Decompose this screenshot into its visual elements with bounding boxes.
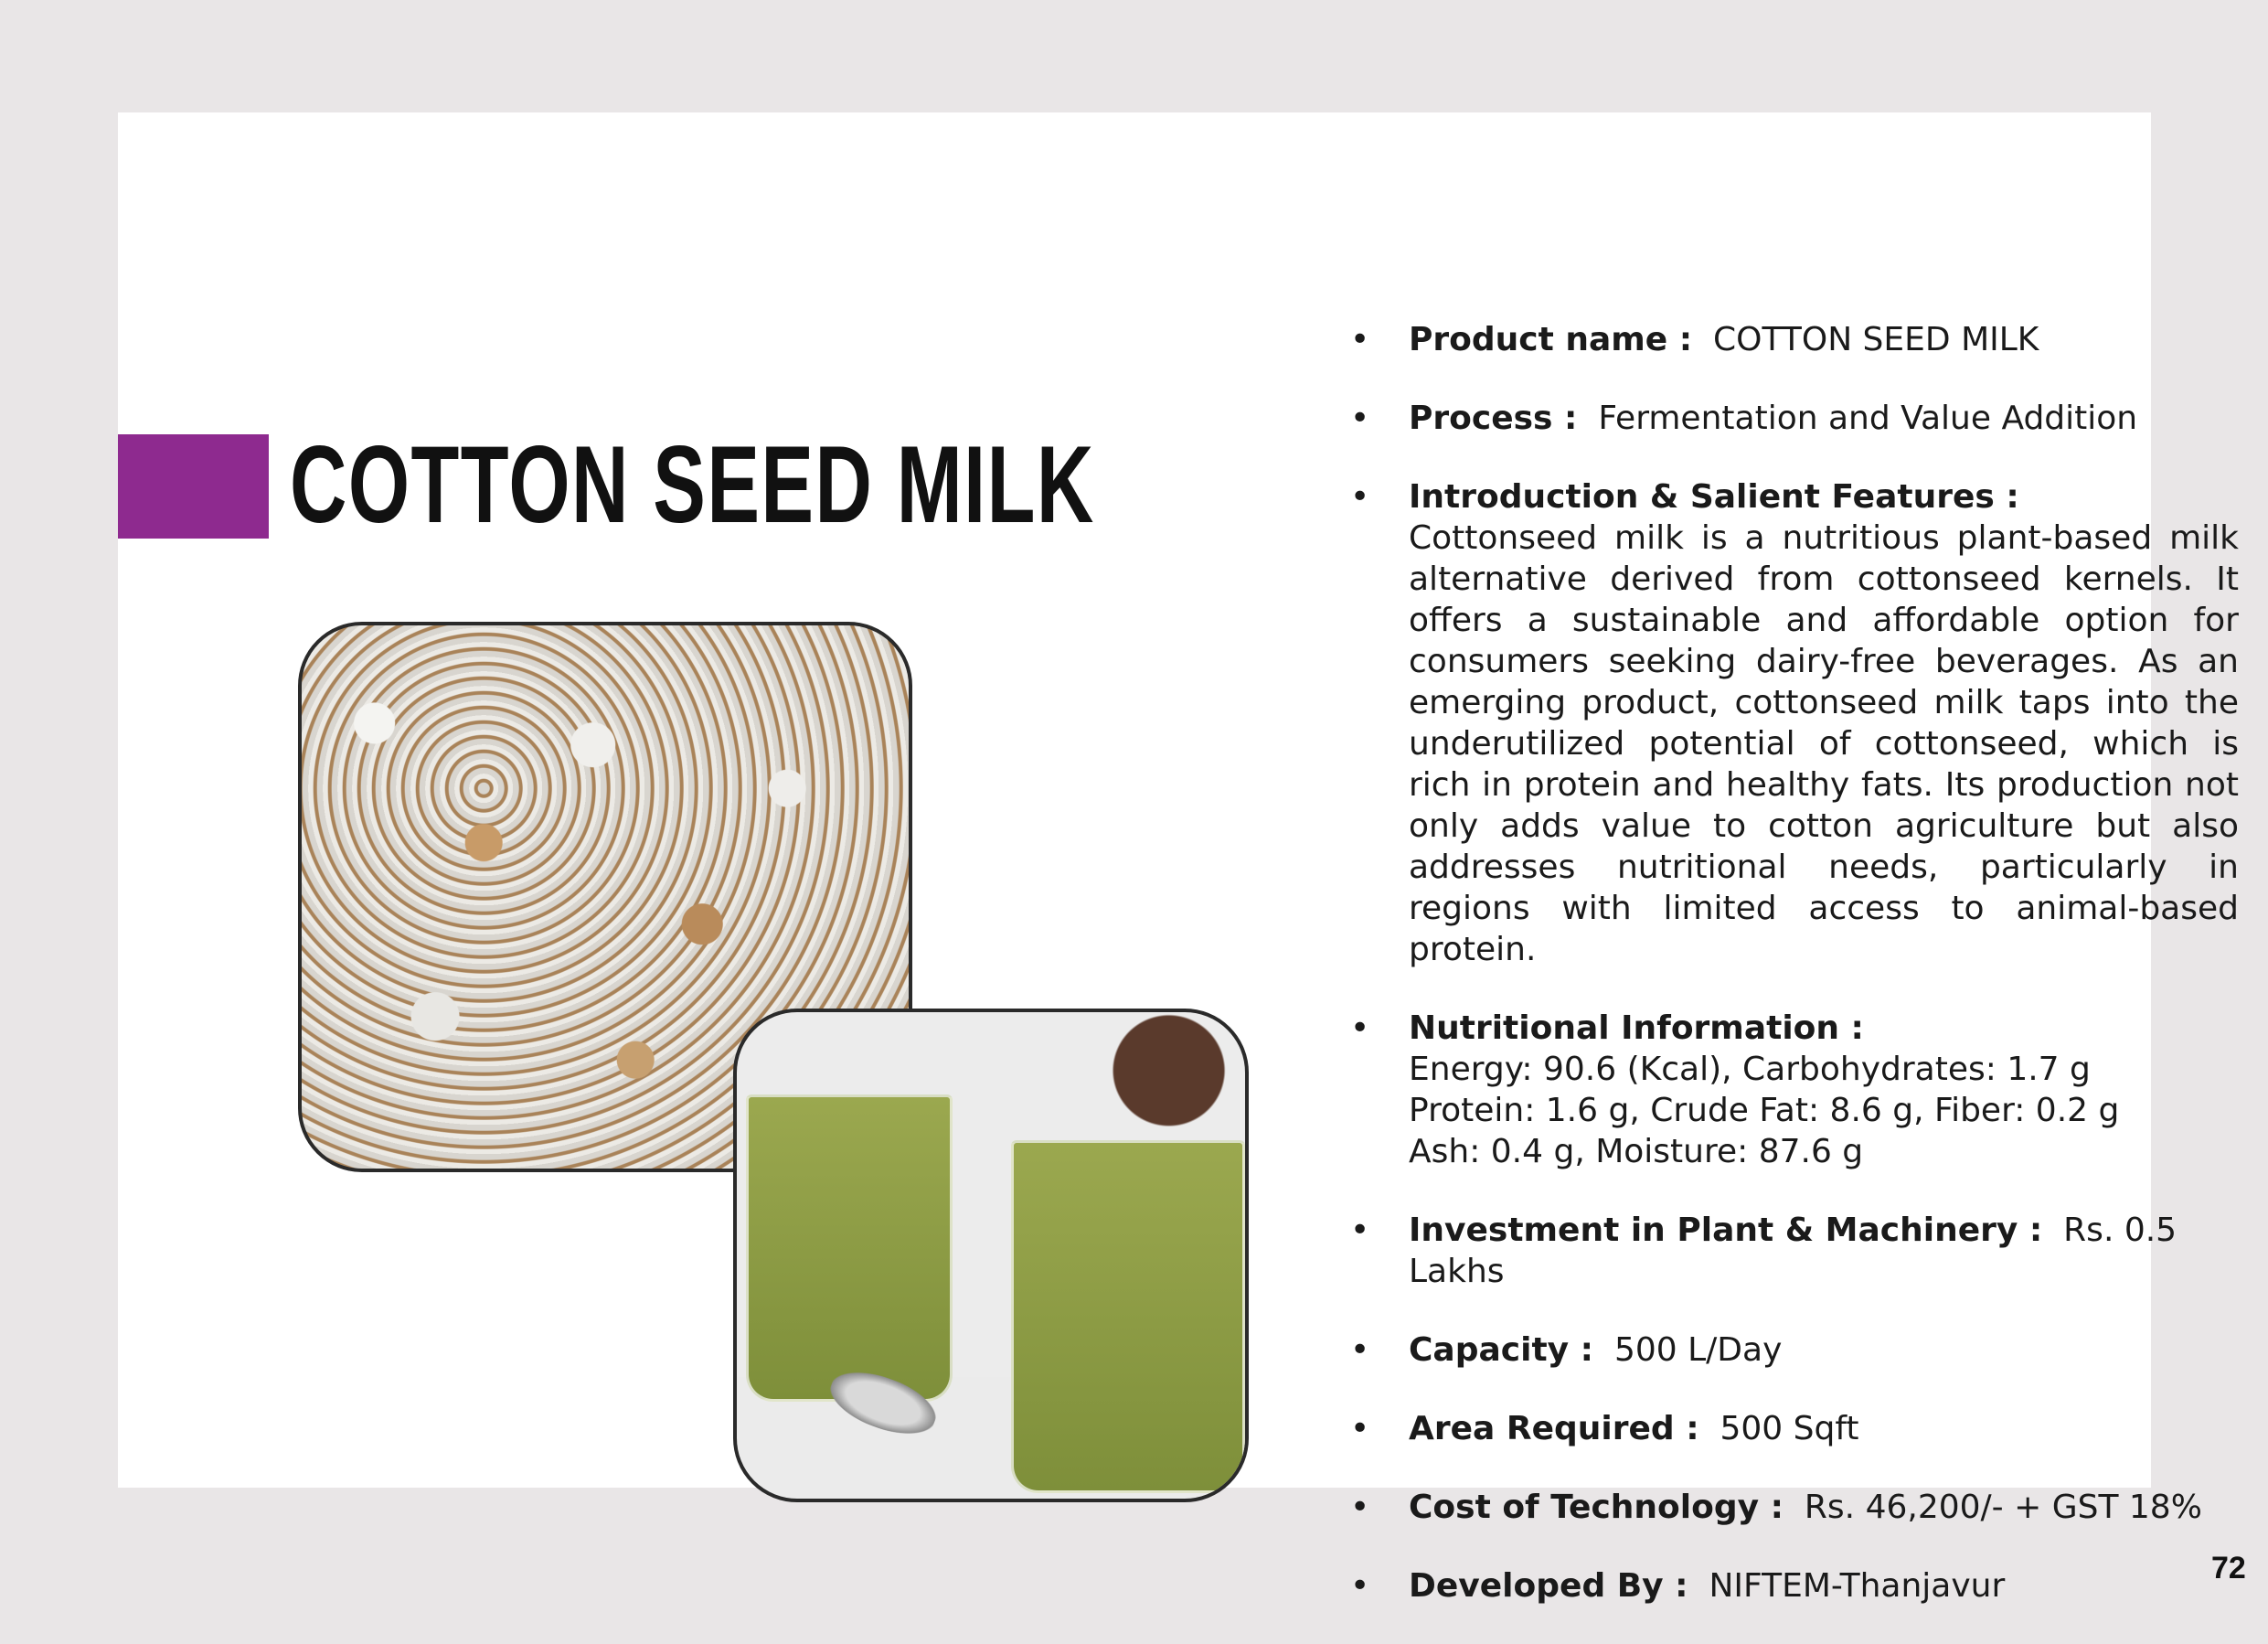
detail-label: Developed By : <box>1409 1567 1688 1605</box>
bullet-icon: • <box>1350 1410 1370 1447</box>
bullet-icon: • <box>1350 321 1370 358</box>
bullet-icon: • <box>1350 1331 1370 1369</box>
detail-developer <box>1343 1565 2239 1607</box>
detail-label: Capacity : <box>1409 1331 1594 1369</box>
detail-label: Product name : <box>1409 321 1693 358</box>
bullet-icon: • <box>1350 1489 1370 1526</box>
milk-glass-right <box>1011 1140 1245 1493</box>
bullet-icon: • <box>1350 1009 1370 1047</box>
detail-capacity <box>1343 1329 2239 1371</box>
detail-label: Introduction & Salient Features : <box>1409 478 2019 516</box>
page-title: COTTON SEED MILK <box>290 423 1095 546</box>
product-details-list <box>1343 319 2239 1644</box>
detail-label: Cost of Technology : <box>1409 1489 1784 1526</box>
title-accent-bar <box>118 434 269 539</box>
nutrition-line: Protein: 1.6 g, Crude Fat: 8.6 g, Fiber: 0.2 g <box>1409 1092 2120 1129</box>
page <box>118 112 2246 1605</box>
milk-glass-left <box>746 1094 953 1402</box>
detail-value: COTTON SEED MILK <box>1713 321 2039 358</box>
bullet-icon: • <box>1350 1567 1370 1605</box>
detail-cost <box>1343 1487 2239 1528</box>
cotton-seed-milk-glasses-photo <box>733 1009 1249 1502</box>
detail-process <box>1343 398 2239 439</box>
detail-introduction <box>1343 476 2239 970</box>
detail-value: NIFTEM-Thanjavur <box>1709 1567 2006 1605</box>
detail-label: Area Required : <box>1409 1410 1699 1447</box>
detail-value: Rs. 46,200/- + GST 18% <box>1804 1489 2202 1526</box>
detail-label: Process : <box>1409 400 1578 437</box>
detail-value: Rs. 0.5 Lakhs <box>1409 1212 2177 1290</box>
detail-nutrition <box>1343 1008 2239 1172</box>
detail-product-name <box>1343 319 2239 360</box>
bullet-icon: • <box>1350 1212 1370 1249</box>
detail-label: Nutritional Information : <box>1409 1009 1864 1047</box>
nutrition-line: Energy: 90.6 (Kcal), Carbohydrates: 1.7 g <box>1409 1051 2091 1088</box>
page-number: 72 <box>2211 1551 2246 1585</box>
bullet-icon: • <box>1350 478 1370 516</box>
bullet-icon: • <box>1350 400 1370 437</box>
detail-investment <box>1343 1210 2239 1292</box>
introduction-text: Cottonseed milk is a nutritious plant-based milk alternative derived from cottonseed kernels. It offers a sustainable and affordable option for consumers seeking dairy-free beverages. As an emerging product, cottonseed milk taps into the underutilized potential of cottonseed, which is rich in protein and healthy fats. Its production not only adds value to cotton agriculture but also addresses nutritional needs, particularly in regions with limited access to animal-based protein. <box>1409 519 2239 968</box>
detail-value: 500 Sqft <box>1720 1410 1859 1447</box>
nutrition-line: Ash: 0.4 g, Moisture: 87.6 g <box>1409 1133 1864 1170</box>
detail-area <box>1343 1408 2239 1449</box>
detail-value: 500 L/Day <box>1613 1331 1783 1369</box>
detail-label: Investment in Plant & Machinery : <box>1409 1212 2043 1249</box>
detail-value: Fermentation and Value Addition <box>1598 400 2138 437</box>
